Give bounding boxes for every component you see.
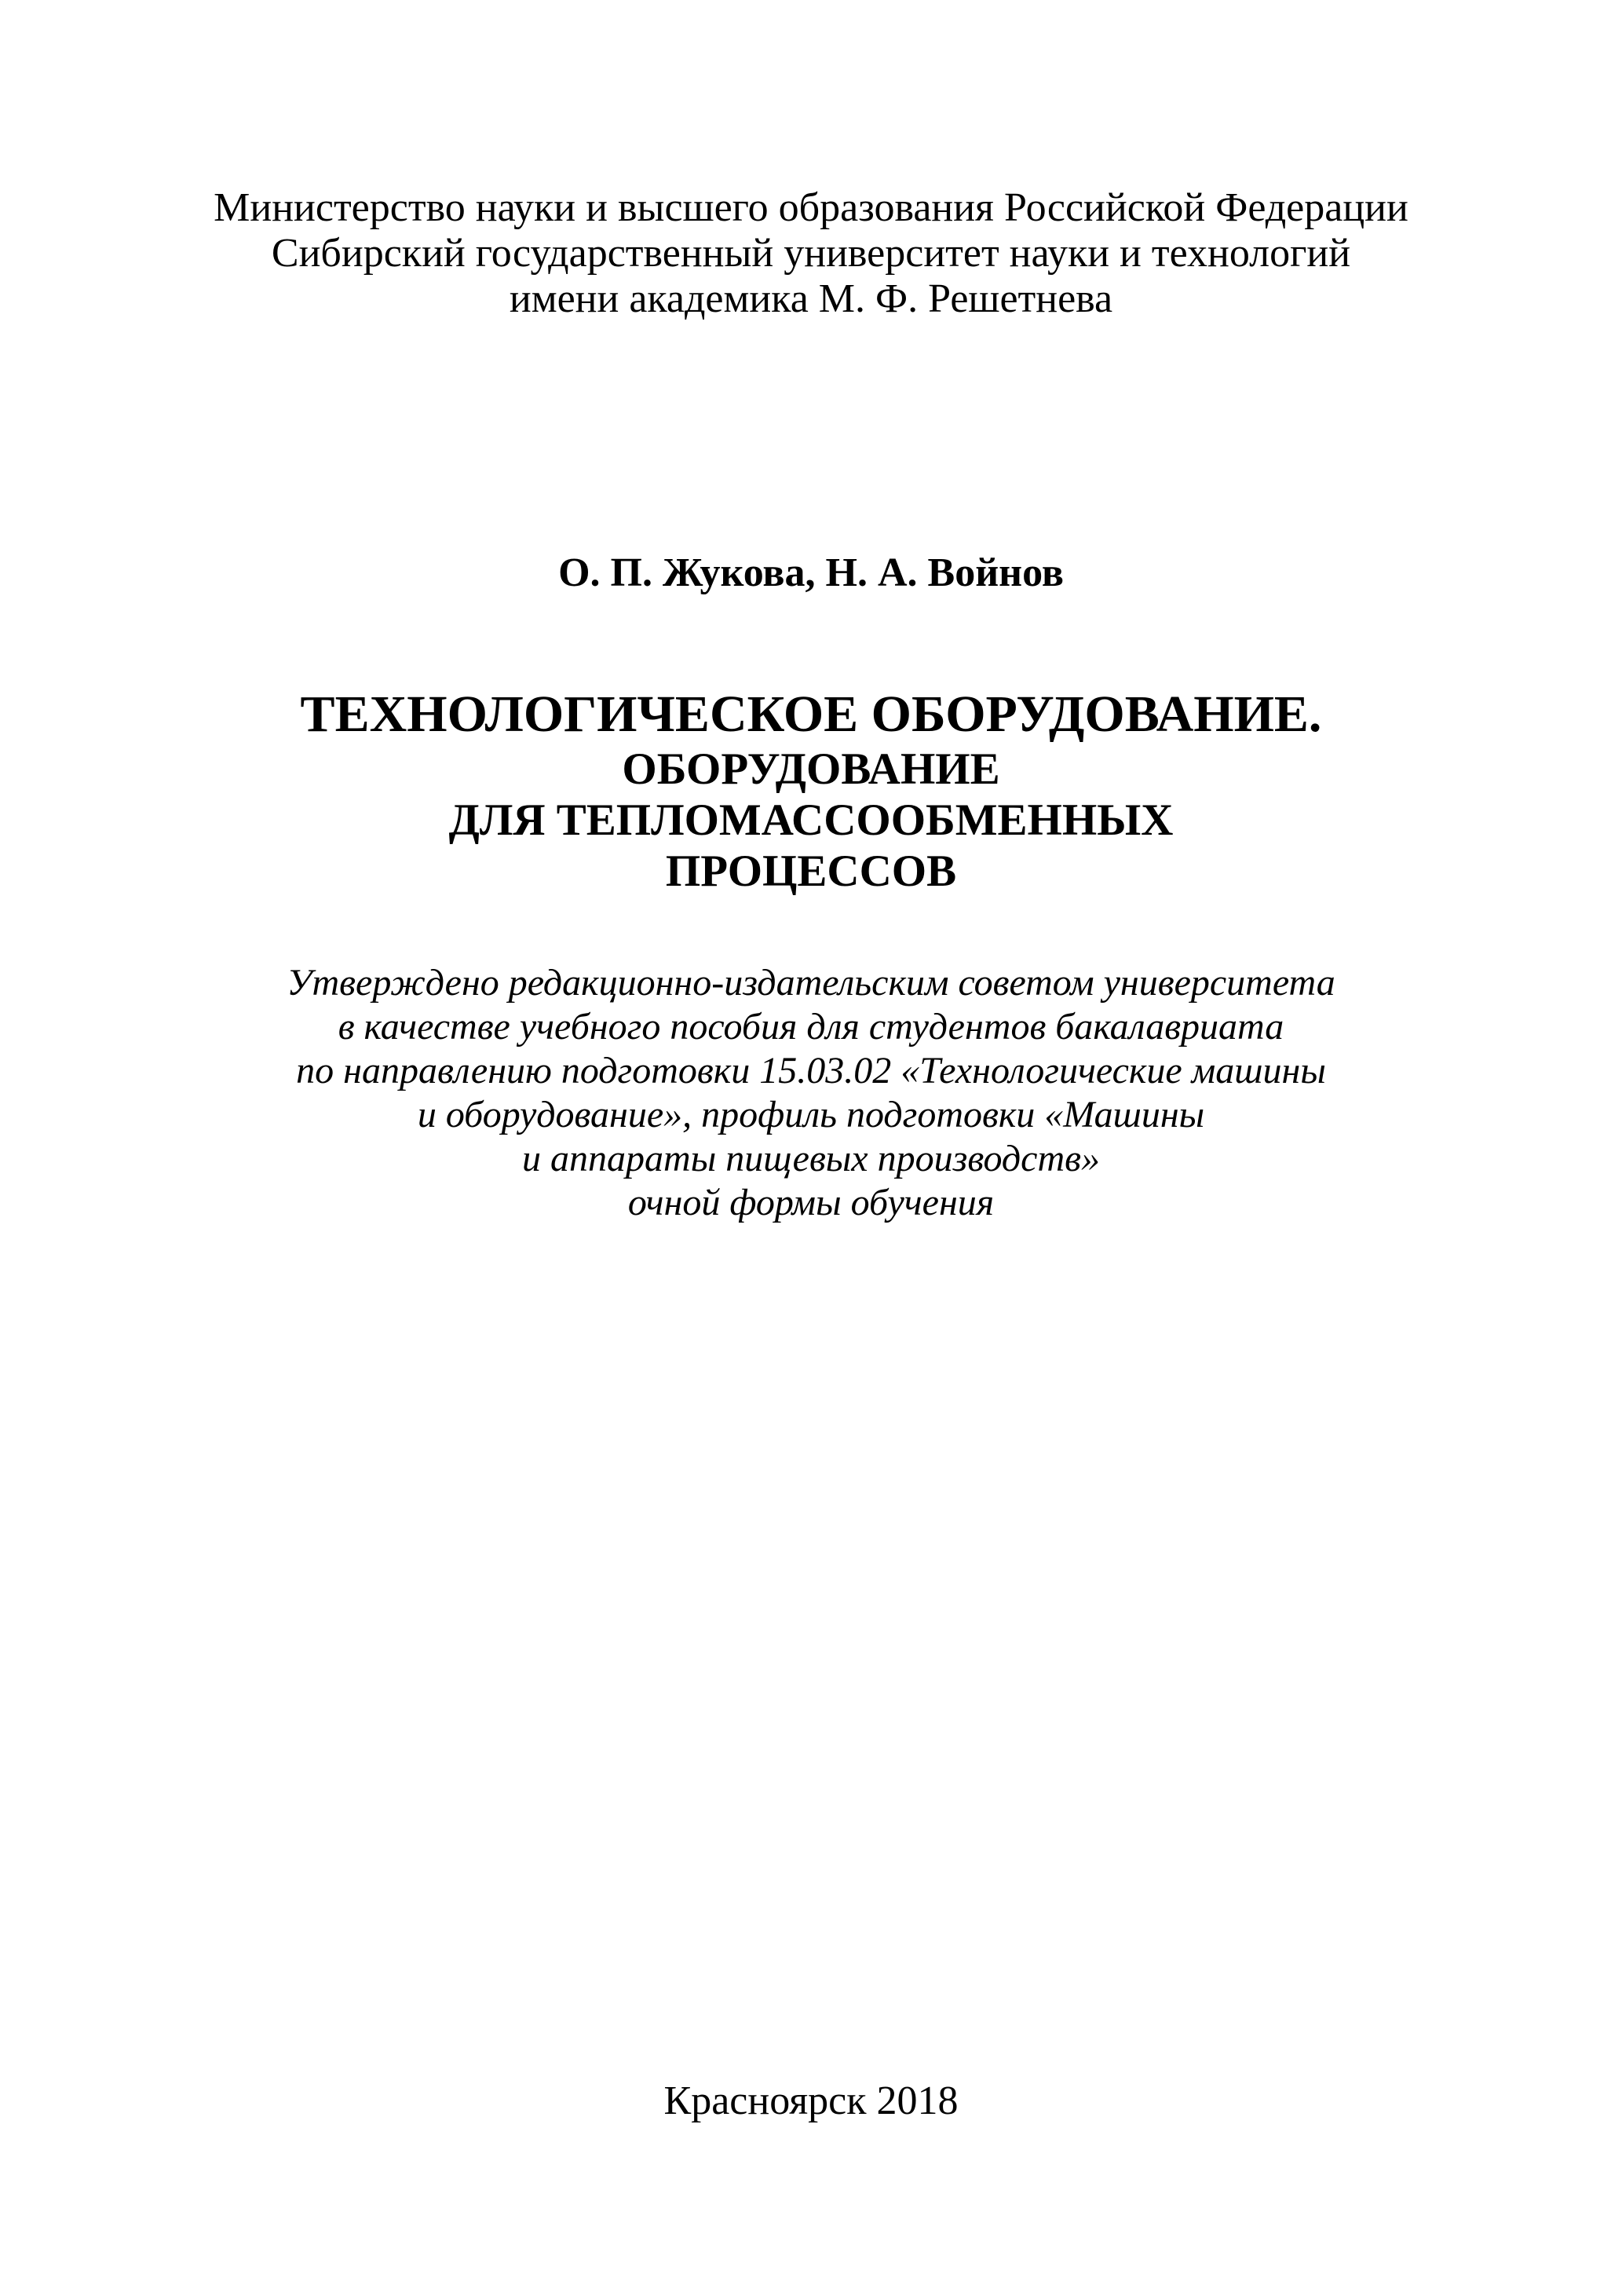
authors: О. П. Жукова, Н. А. Войнов [558,550,1064,595]
title-line-2: ОБОРУДОВАНИЕ [622,744,1000,794]
approval-line-4: и оборудование», профиль подготовки «Машины [417,1094,1205,1135]
approval-line-2: в качестве учебного пособия для студентов бакалавриата [338,1006,1284,1047]
approval-statement [0,961,1622,1225]
approval-line-3: по направлению подготовки 15.03.02 «Технологические машины [296,1050,1326,1091]
title-line-3: ДЛЯ ТЕПЛОМАССООБМЕННЫХ [448,795,1174,845]
approval-line-5: и аппараты пищевых производств» [522,1138,1100,1179]
document-title [0,686,1622,897]
city-year: Красноярск 2018 [663,2078,959,2123]
title-line-1: ТЕХНОЛОГИЧЕСКОЕ ОБОРУДОВАНИЕ. [300,686,1322,743]
title-line-4: ПРОЦЕССОВ [665,846,957,896]
ministry-line: Министерство науки и высшего образования Российской Федерации [214,185,1408,230]
university-line: Сибирский государственный университет науки и технологий [271,231,1351,276]
university-name-line: имени академика М. Ф. Решетнева [509,276,1113,321]
approval-line-1: Утверждено редакционно-издательским советом университета [287,962,1335,1004]
organization-header [0,185,1622,322]
approval-line-6: очной формы обучения [627,1182,995,1223]
